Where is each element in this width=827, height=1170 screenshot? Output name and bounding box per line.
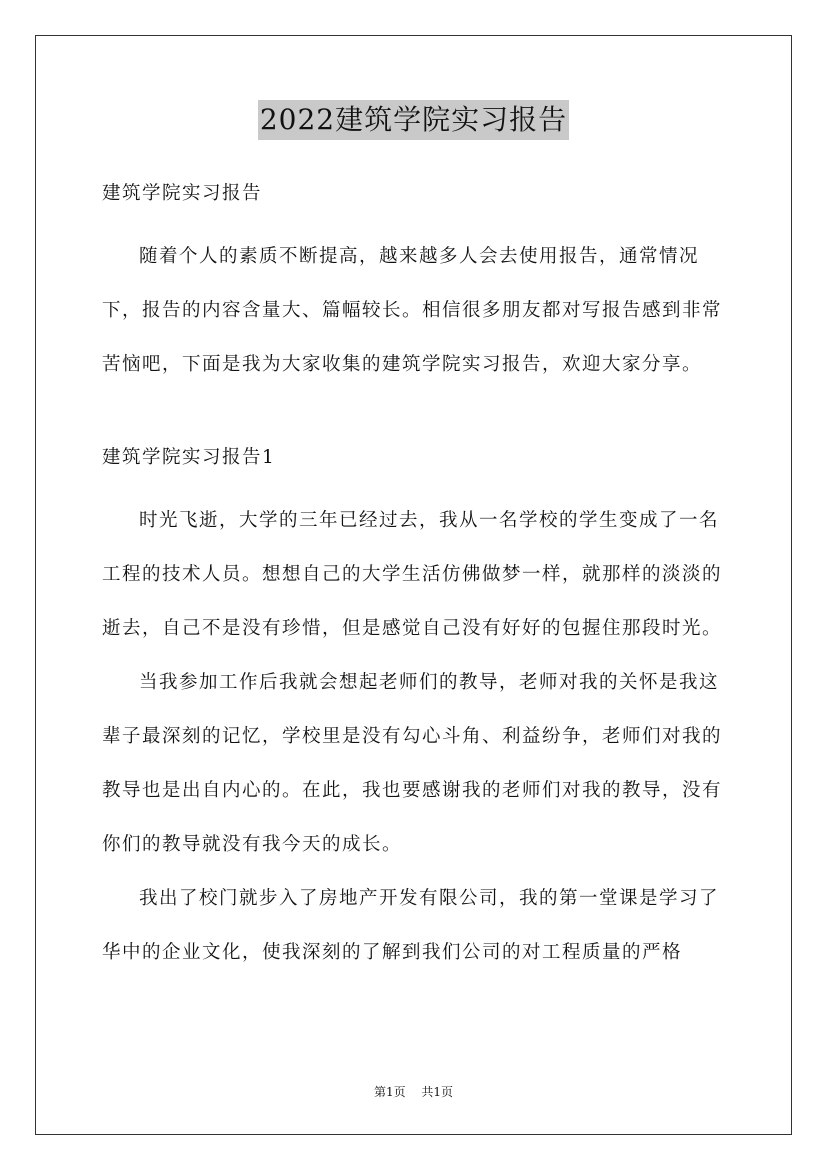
body-paragraph-2: 当我参加工作后我就会想起老师们的教导，老师对我的关怀是我这辈子最深刻的记忆，学校里是没有勾心斗角、利益纷争，老师们对我的教导也是出自内心的。在此，我也要感谢我的老师们对我的教导，没有你们的教导就没有我今天的成长。 [102,672,723,855]
page-total: 共1页 [421,1085,454,1099]
document-title: 2022建筑学院实习报告 [258,100,569,140]
body-paragraph-1: 时光飞逝，大学的三年已经过去，我从一名学校的学生变成了一名工程的技术人员。想想自己的大学生活仿佛做梦一样，就那样的淡淡的逝去，自己不是没有珍惜，但是感觉自己没有好好的包握住那段时光。 [102,510,723,639]
page-number: 第1页 [373,1085,406,1099]
document-subtitle: 建筑学院实习报告 [102,183,263,204]
title-area [0,100,827,140]
section-heading: 建筑学院实习报告1 [102,447,276,468]
body-paragraph-3: 我出了校门就步入了房地产开发有限公司，我的第一堂课是学习了华中的企业文化，使我深刻的了解到我们公司的对工程质量的严格 [102,888,720,963]
document-body [102,176,728,980]
intro-paragraph: 随着个人的素质不断提高，越来越多人会去使用报告，通常情况下，报告的内容含量大、篇幅较长。相信很多朋友都对写报告感到非常苦恼吧，下面是我为大家收集的建筑学院实习报告，欢迎大家分享。 [102,246,723,375]
page-footer [0,1083,827,1100]
